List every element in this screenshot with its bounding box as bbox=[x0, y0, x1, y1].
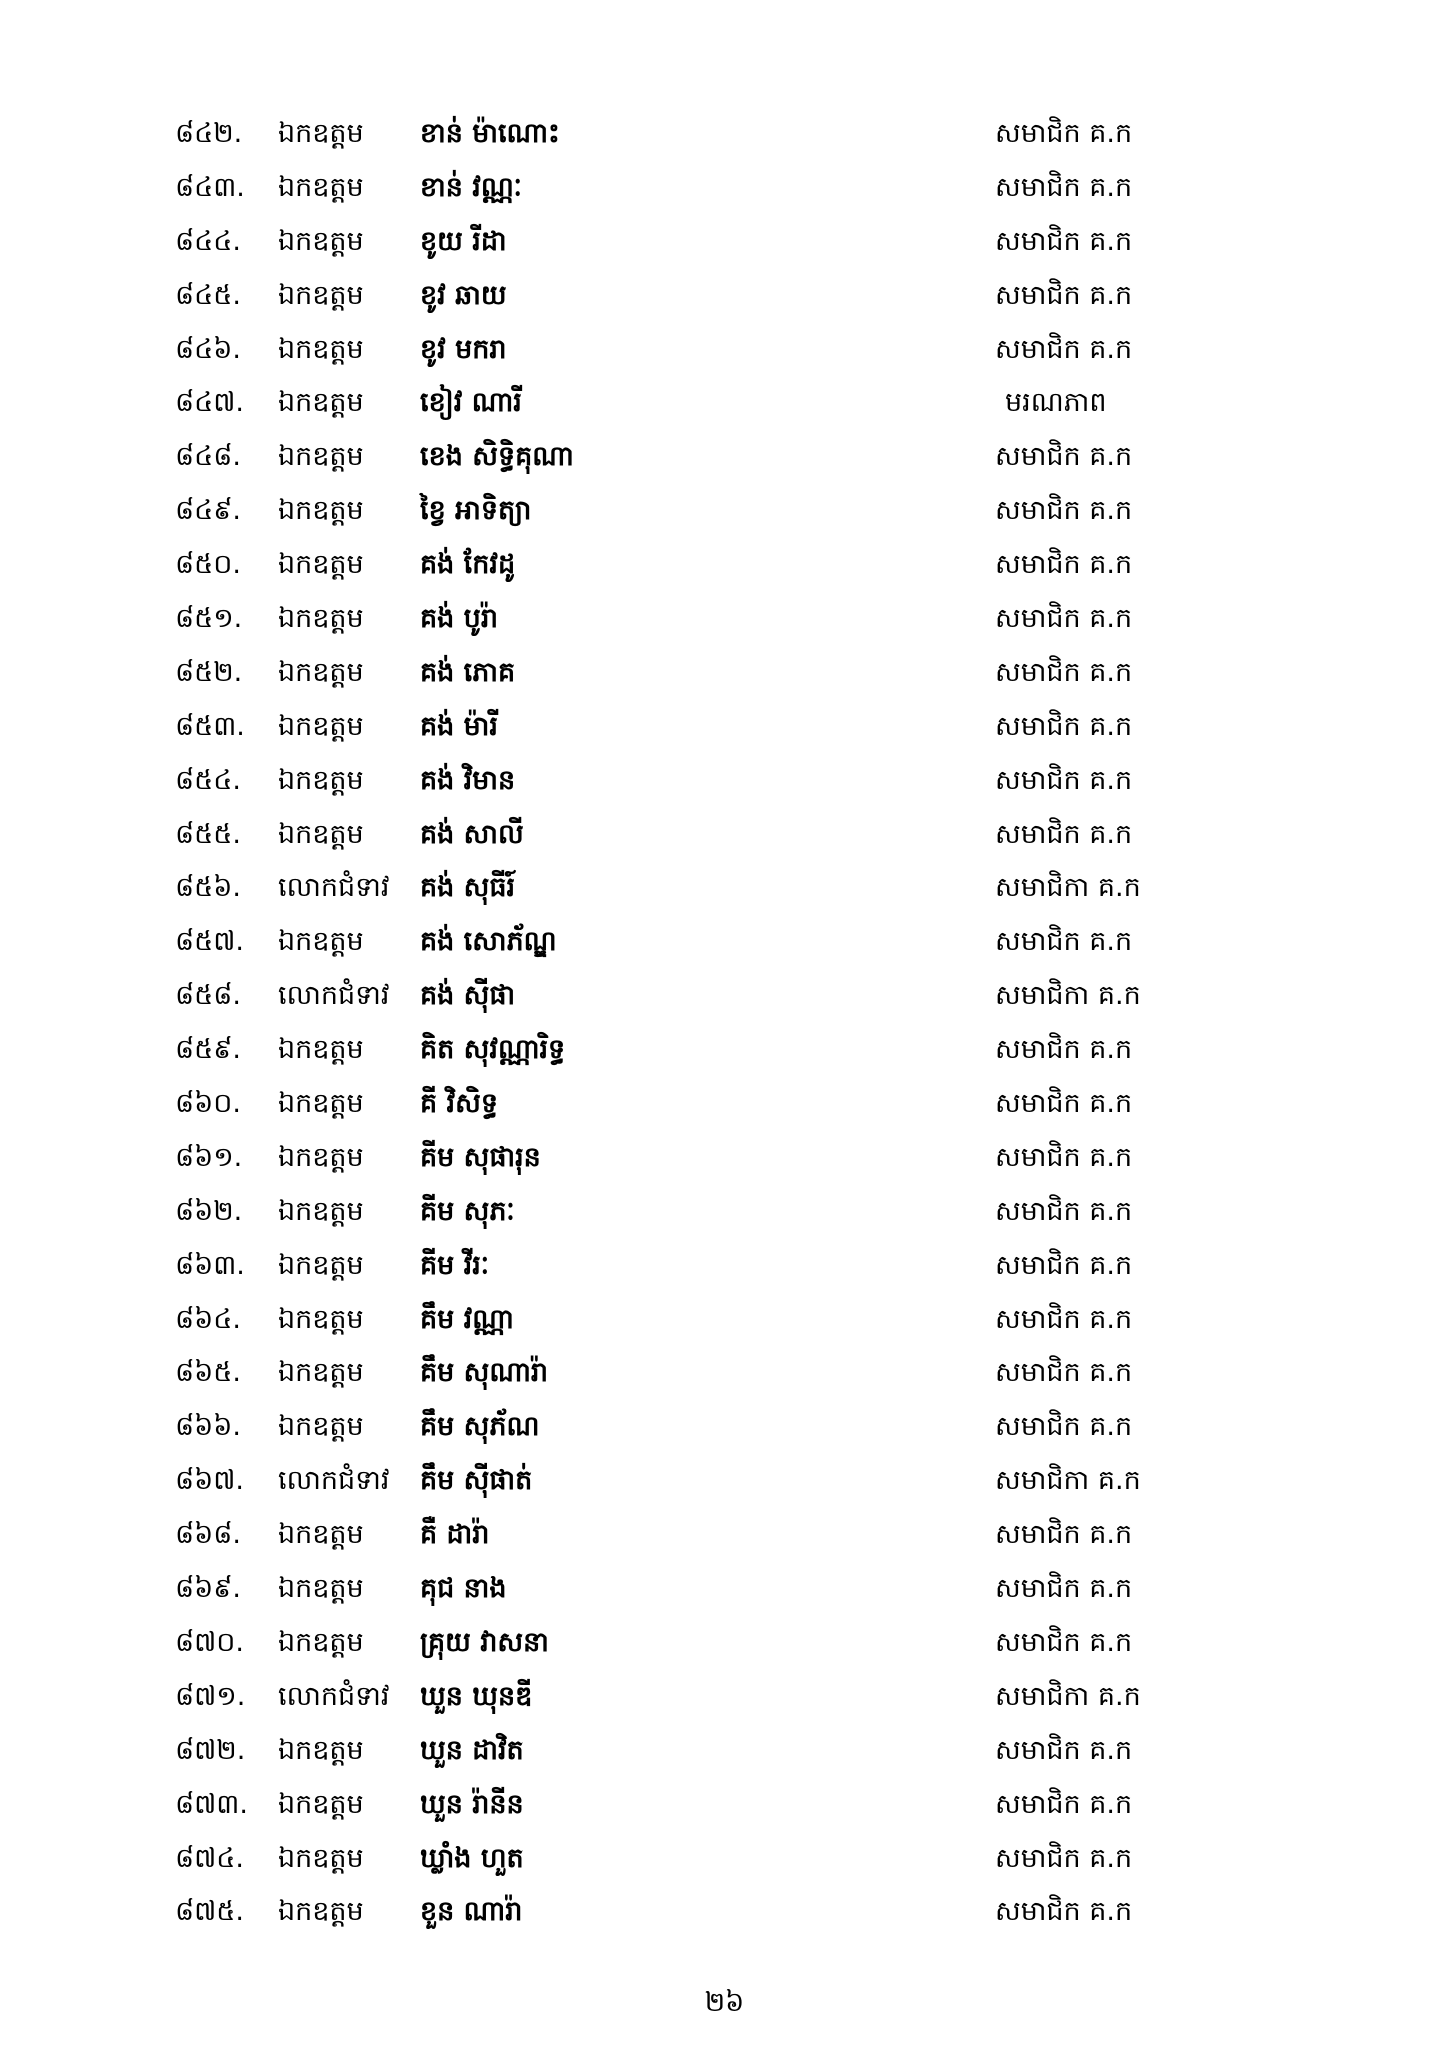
entry-status: សមាជិក គ.ក bbox=[995, 1411, 1133, 1443]
entry-name: គង់ សោភ័ណ្ឌ bbox=[420, 926, 557, 958]
entry-title: ឯកឧត្តម bbox=[278, 1303, 364, 1335]
entry-status: សមាជិក គ.ក bbox=[995, 603, 1133, 635]
entry-number: ៨៧៥. bbox=[175, 1896, 244, 1928]
entry-status: សមាជិក គ.ក bbox=[995, 710, 1133, 742]
entry-status: សមាជិក គ.ក bbox=[995, 818, 1133, 850]
entry-status: សមាជិក គ.ក bbox=[995, 1734, 1133, 1766]
entry-title: ឯកឧត្តម bbox=[278, 549, 364, 581]
entry-number: ៨៥៧. bbox=[175, 926, 244, 958]
entry-number: ៨៥២. bbox=[175, 656, 243, 688]
list-item bbox=[0, 1725, 1449, 1779]
entry-name: ខូវ មករា bbox=[420, 333, 507, 365]
entry-number: ៨៦៣. bbox=[175, 1249, 245, 1281]
list-item bbox=[0, 1617, 1449, 1671]
entry-title: លោកជំទាវ bbox=[278, 872, 390, 904]
entry-name: ខូវ ឆាយ bbox=[420, 279, 507, 311]
entry-status: សមាជិក គ.ក bbox=[995, 1788, 1133, 1820]
entry-name: ខូយ រីដា bbox=[420, 225, 507, 257]
entry-title: ឯកឧត្តម bbox=[278, 118, 364, 149]
entry-number: ៨៦២. bbox=[175, 1195, 243, 1227]
entry-title: ឯកឧត្តម bbox=[278, 333, 364, 365]
entry-status: សមាជិក គ.ក bbox=[995, 1357, 1133, 1389]
entry-status: សមាជិក គ.ក bbox=[995, 656, 1133, 688]
entry-title: ឯកឧត្តម bbox=[278, 387, 364, 419]
list-item bbox=[0, 1024, 1449, 1078]
entry-status: សមាជិក គ.ក bbox=[995, 1088, 1133, 1120]
list-item bbox=[0, 1294, 1449, 1348]
entry-status: សមាជិក គ.ក bbox=[995, 279, 1133, 311]
list-item bbox=[0, 216, 1449, 270]
entry-name: ខៀវ ណារី bbox=[420, 387, 522, 419]
entry-name: គង់ សាលី bbox=[420, 818, 524, 850]
entry-number: ៨៧៣. bbox=[175, 1788, 248, 1820]
entry-status: មរណភាព bbox=[1005, 387, 1107, 419]
entry-name: គ្រុយ វាសនា bbox=[420, 1626, 549, 1658]
list-item bbox=[0, 593, 1449, 647]
entry-number: ៨៧២. bbox=[175, 1734, 246, 1766]
entry-number: ៨៥៨. bbox=[175, 980, 241, 1012]
list-item bbox=[0, 1779, 1449, 1833]
entry-status: សមាជិក គ.ក bbox=[995, 1519, 1133, 1551]
entry-name: ឃួន រ៉ានីន bbox=[420, 1788, 524, 1820]
list-item bbox=[0, 647, 1449, 701]
entry-status: សមាជិក គ.ក bbox=[995, 118, 1133, 149]
entry-number: ៨៤២. bbox=[175, 118, 243, 149]
entry-number: ៨៧០. bbox=[175, 1626, 244, 1658]
entry-number: ៨៥១. bbox=[175, 603, 243, 635]
entry-name: គីម សុផារុន bbox=[420, 1141, 541, 1173]
entry-title: ឯកឧត្តម bbox=[278, 171, 364, 203]
entry-title: ឯកឧត្តម bbox=[278, 1734, 364, 1766]
list-item bbox=[0, 1401, 1449, 1455]
entry-number: ៨៤៤. bbox=[175, 225, 241, 257]
entry-number: ៨៦៧. bbox=[175, 1465, 244, 1497]
entry-number: ៨៦០. bbox=[175, 1088, 241, 1120]
entry-title: ឯកឧត្តម bbox=[278, 1573, 364, 1605]
entry-status: សមាជិក គ.ក bbox=[995, 1573, 1133, 1605]
list-item bbox=[0, 916, 1449, 970]
list-item bbox=[0, 108, 1449, 162]
entry-number: ៨៦៤. bbox=[175, 1303, 241, 1335]
list-item bbox=[0, 1347, 1449, 1401]
entry-title: ឯកឧត្តម bbox=[278, 1896, 364, 1928]
entry-title: ឯកឧត្តម bbox=[278, 603, 364, 635]
list-item bbox=[0, 809, 1449, 863]
entry-number: ៨៤៦. bbox=[175, 333, 241, 365]
entry-name: ឃ្លាំង ហួត bbox=[420, 1842, 524, 1874]
entry-name: ឃួន ឃុនឌី bbox=[420, 1680, 533, 1712]
entry-title: ឯកឧត្តម bbox=[278, 710, 364, 742]
list-item bbox=[0, 1132, 1449, 1186]
entry-title: ឯកឧត្តម bbox=[278, 926, 364, 958]
entry-name: គង់ កែវដូ bbox=[420, 549, 516, 581]
entry-status: សមាជិក គ.ក bbox=[995, 926, 1133, 958]
entry-status: សមាជិក គ.ក bbox=[995, 1034, 1133, 1066]
entry-number: ៨៧១. bbox=[175, 1680, 246, 1712]
entry-title: ឯកឧត្តម bbox=[278, 1842, 364, 1874]
list-item bbox=[0, 1078, 1449, 1132]
list-item bbox=[0, 1833, 1449, 1887]
entry-title: ឯកឧត្តម bbox=[278, 1357, 364, 1389]
entry-status: សមាជិកា គ.ក bbox=[995, 980, 1141, 1012]
list-item bbox=[0, 701, 1449, 755]
entry-status: សមាជិក គ.ក bbox=[995, 441, 1133, 473]
entry-status: សមាជិក គ.ក bbox=[995, 1842, 1133, 1874]
list-item bbox=[0, 1455, 1449, 1509]
list-item bbox=[0, 1563, 1449, 1617]
entry-title: ឯកឧត្តម bbox=[278, 1519, 364, 1551]
page-number: ២៦ bbox=[704, 1987, 745, 2018]
entry-name: គុជ នាង bbox=[420, 1573, 507, 1605]
entry-status: សមាជិក គ.ក bbox=[995, 1626, 1133, 1658]
entry-name: ខាន់ ម៉ាណោះ bbox=[420, 118, 560, 149]
list-item bbox=[0, 377, 1449, 431]
list-item bbox=[0, 755, 1449, 809]
entry-name: គី វិសិទ្ធ bbox=[420, 1088, 498, 1120]
entry-name: គង់ ស៊ីផា bbox=[420, 980, 516, 1012]
entry-status: សមាជិក គ.ក bbox=[995, 1195, 1133, 1227]
entry-number: ៨៦៩. bbox=[175, 1573, 241, 1605]
entry-title: ឯកឧត្តម bbox=[278, 1088, 364, 1120]
entry-number: ៨៦៨. bbox=[175, 1519, 241, 1551]
entry-number: ៨៥៥. bbox=[175, 818, 241, 850]
entry-name: គឹម សុភ័ណ bbox=[420, 1411, 540, 1443]
list-item bbox=[0, 270, 1449, 324]
entry-status: សមាជិកា គ.ក bbox=[995, 1465, 1141, 1497]
list-item bbox=[0, 1509, 1449, 1563]
entry-title: ឯកឧត្តម bbox=[278, 656, 364, 688]
list-item bbox=[0, 862, 1449, 916]
entry-number: ៨៤៨. bbox=[175, 441, 241, 473]
entry-title: ឯកឧត្តម bbox=[278, 495, 364, 527]
entry-status: សមាជិក គ.ក bbox=[995, 171, 1133, 203]
list-item bbox=[0, 485, 1449, 539]
entry-number: ៨៥០. bbox=[175, 549, 241, 581]
entry-title: ឯកឧត្តម bbox=[278, 279, 364, 311]
entry-title: លោកជំទាវ bbox=[278, 1465, 390, 1497]
entry-status: សមាជិក គ.ក bbox=[995, 1141, 1133, 1173]
list-item bbox=[0, 324, 1449, 378]
entry-number: ៨៥៣. bbox=[175, 710, 245, 742]
entry-status: សមាជិក គ.ក bbox=[995, 1303, 1133, 1335]
list-item bbox=[0, 431, 1449, 485]
entry-number: ៨៤៩. bbox=[175, 495, 241, 527]
entry-status: សមាជិក គ.ក bbox=[995, 1249, 1133, 1281]
entry-name: គង់ សុធីរ៍ bbox=[420, 872, 516, 904]
entry-name: ខ្វៃ អាទិត្យា bbox=[420, 495, 532, 527]
member-list bbox=[0, 108, 1449, 1940]
entry-title: ឯកឧត្តម bbox=[278, 1626, 364, 1658]
entry-name: គឺ ដារ៉ា bbox=[420, 1519, 490, 1551]
entry-name: គឹម ស៊ីផាត់ bbox=[420, 1465, 533, 1497]
entry-title: ឯកឧត្តម bbox=[278, 818, 364, 850]
list-item bbox=[0, 539, 1449, 593]
entry-name: ខាន់ វណ្ណៈ bbox=[420, 171, 523, 203]
entry-title: ឯកឧត្តម bbox=[278, 1249, 364, 1281]
entry-title: ឯកឧត្តម bbox=[278, 1411, 364, 1443]
entry-name: គឹម សុណារ៉ា bbox=[420, 1357, 549, 1389]
entry-name: ខេង សិទ្ធិគុណា bbox=[420, 441, 574, 473]
list-item bbox=[0, 970, 1449, 1024]
entry-number: ៨៤៥. bbox=[175, 279, 241, 311]
list-item bbox=[0, 1240, 1449, 1294]
entry-name: គឹម វណ្ណា bbox=[420, 1303, 514, 1335]
entry-number: ៨៦៦. bbox=[175, 1411, 241, 1443]
entry-status: សមាជិក គ.ក bbox=[995, 764, 1133, 796]
list-item bbox=[0, 1671, 1449, 1725]
entry-number: ៨៦៥. bbox=[175, 1357, 241, 1389]
entry-name: គីម វីរៈ bbox=[420, 1249, 490, 1281]
entry-status: សមាជិក គ.ក bbox=[995, 333, 1133, 365]
list-item bbox=[0, 162, 1449, 216]
entry-number: ៨៤៣. bbox=[175, 171, 245, 203]
entry-number: ៨៧៤. bbox=[175, 1842, 244, 1874]
entry-name: ខួន ណារ៉ា bbox=[420, 1896, 523, 1928]
entry-name: គង់ ម៉ារី bbox=[420, 710, 498, 742]
entry-number: ៨៤៧. bbox=[175, 387, 244, 419]
entry-title: ឯកឧត្តម bbox=[278, 441, 364, 473]
list-item bbox=[0, 1186, 1449, 1240]
entry-status: សមាជិក គ.ក bbox=[995, 495, 1133, 527]
entry-name: គង់ បូរ៉ា bbox=[420, 603, 498, 635]
entry-title: ឯកឧត្តម bbox=[278, 1788, 364, 1820]
entry-status: សមាជិក គ.ក bbox=[995, 1896, 1133, 1928]
list-item bbox=[0, 1886, 1449, 1940]
entry-status: សមាជិក គ.ក bbox=[995, 549, 1133, 581]
entry-number: ៨៥៩. bbox=[175, 1034, 241, 1066]
entry-name: ឃួន ដាវិត bbox=[420, 1734, 524, 1766]
entry-status: សមាជិក គ.ក bbox=[995, 225, 1133, 257]
entry-name: គិត សុវណ្ណារិទ្ធ bbox=[420, 1034, 566, 1066]
entry-name: គង់ វិមាន bbox=[420, 764, 516, 796]
entry-status: សមាជិកា គ.ក bbox=[995, 872, 1141, 904]
entry-status: សមាជិកា គ.ក bbox=[995, 1680, 1141, 1712]
entry-number: ៨៦១. bbox=[175, 1141, 243, 1173]
entry-title: ឯកឧត្តម bbox=[278, 225, 364, 257]
entry-title: ឯកឧត្តម bbox=[278, 1141, 364, 1173]
entry-name: គីម សុភៈ bbox=[420, 1195, 515, 1227]
entry-title: លោកជំទាវ bbox=[278, 980, 390, 1012]
entry-title: លោកជំទាវ bbox=[278, 1680, 390, 1712]
entry-title: ឯកឧត្តម bbox=[278, 1195, 364, 1227]
entry-title: ឯកឧត្តម bbox=[278, 1034, 364, 1066]
entry-number: ៨៥៤. bbox=[175, 764, 241, 796]
entry-name: គង់ ភោគ bbox=[420, 656, 516, 688]
entry-title: ឯកឧត្តម bbox=[278, 764, 364, 796]
entry-number: ៨៥៦. bbox=[175, 872, 241, 904]
